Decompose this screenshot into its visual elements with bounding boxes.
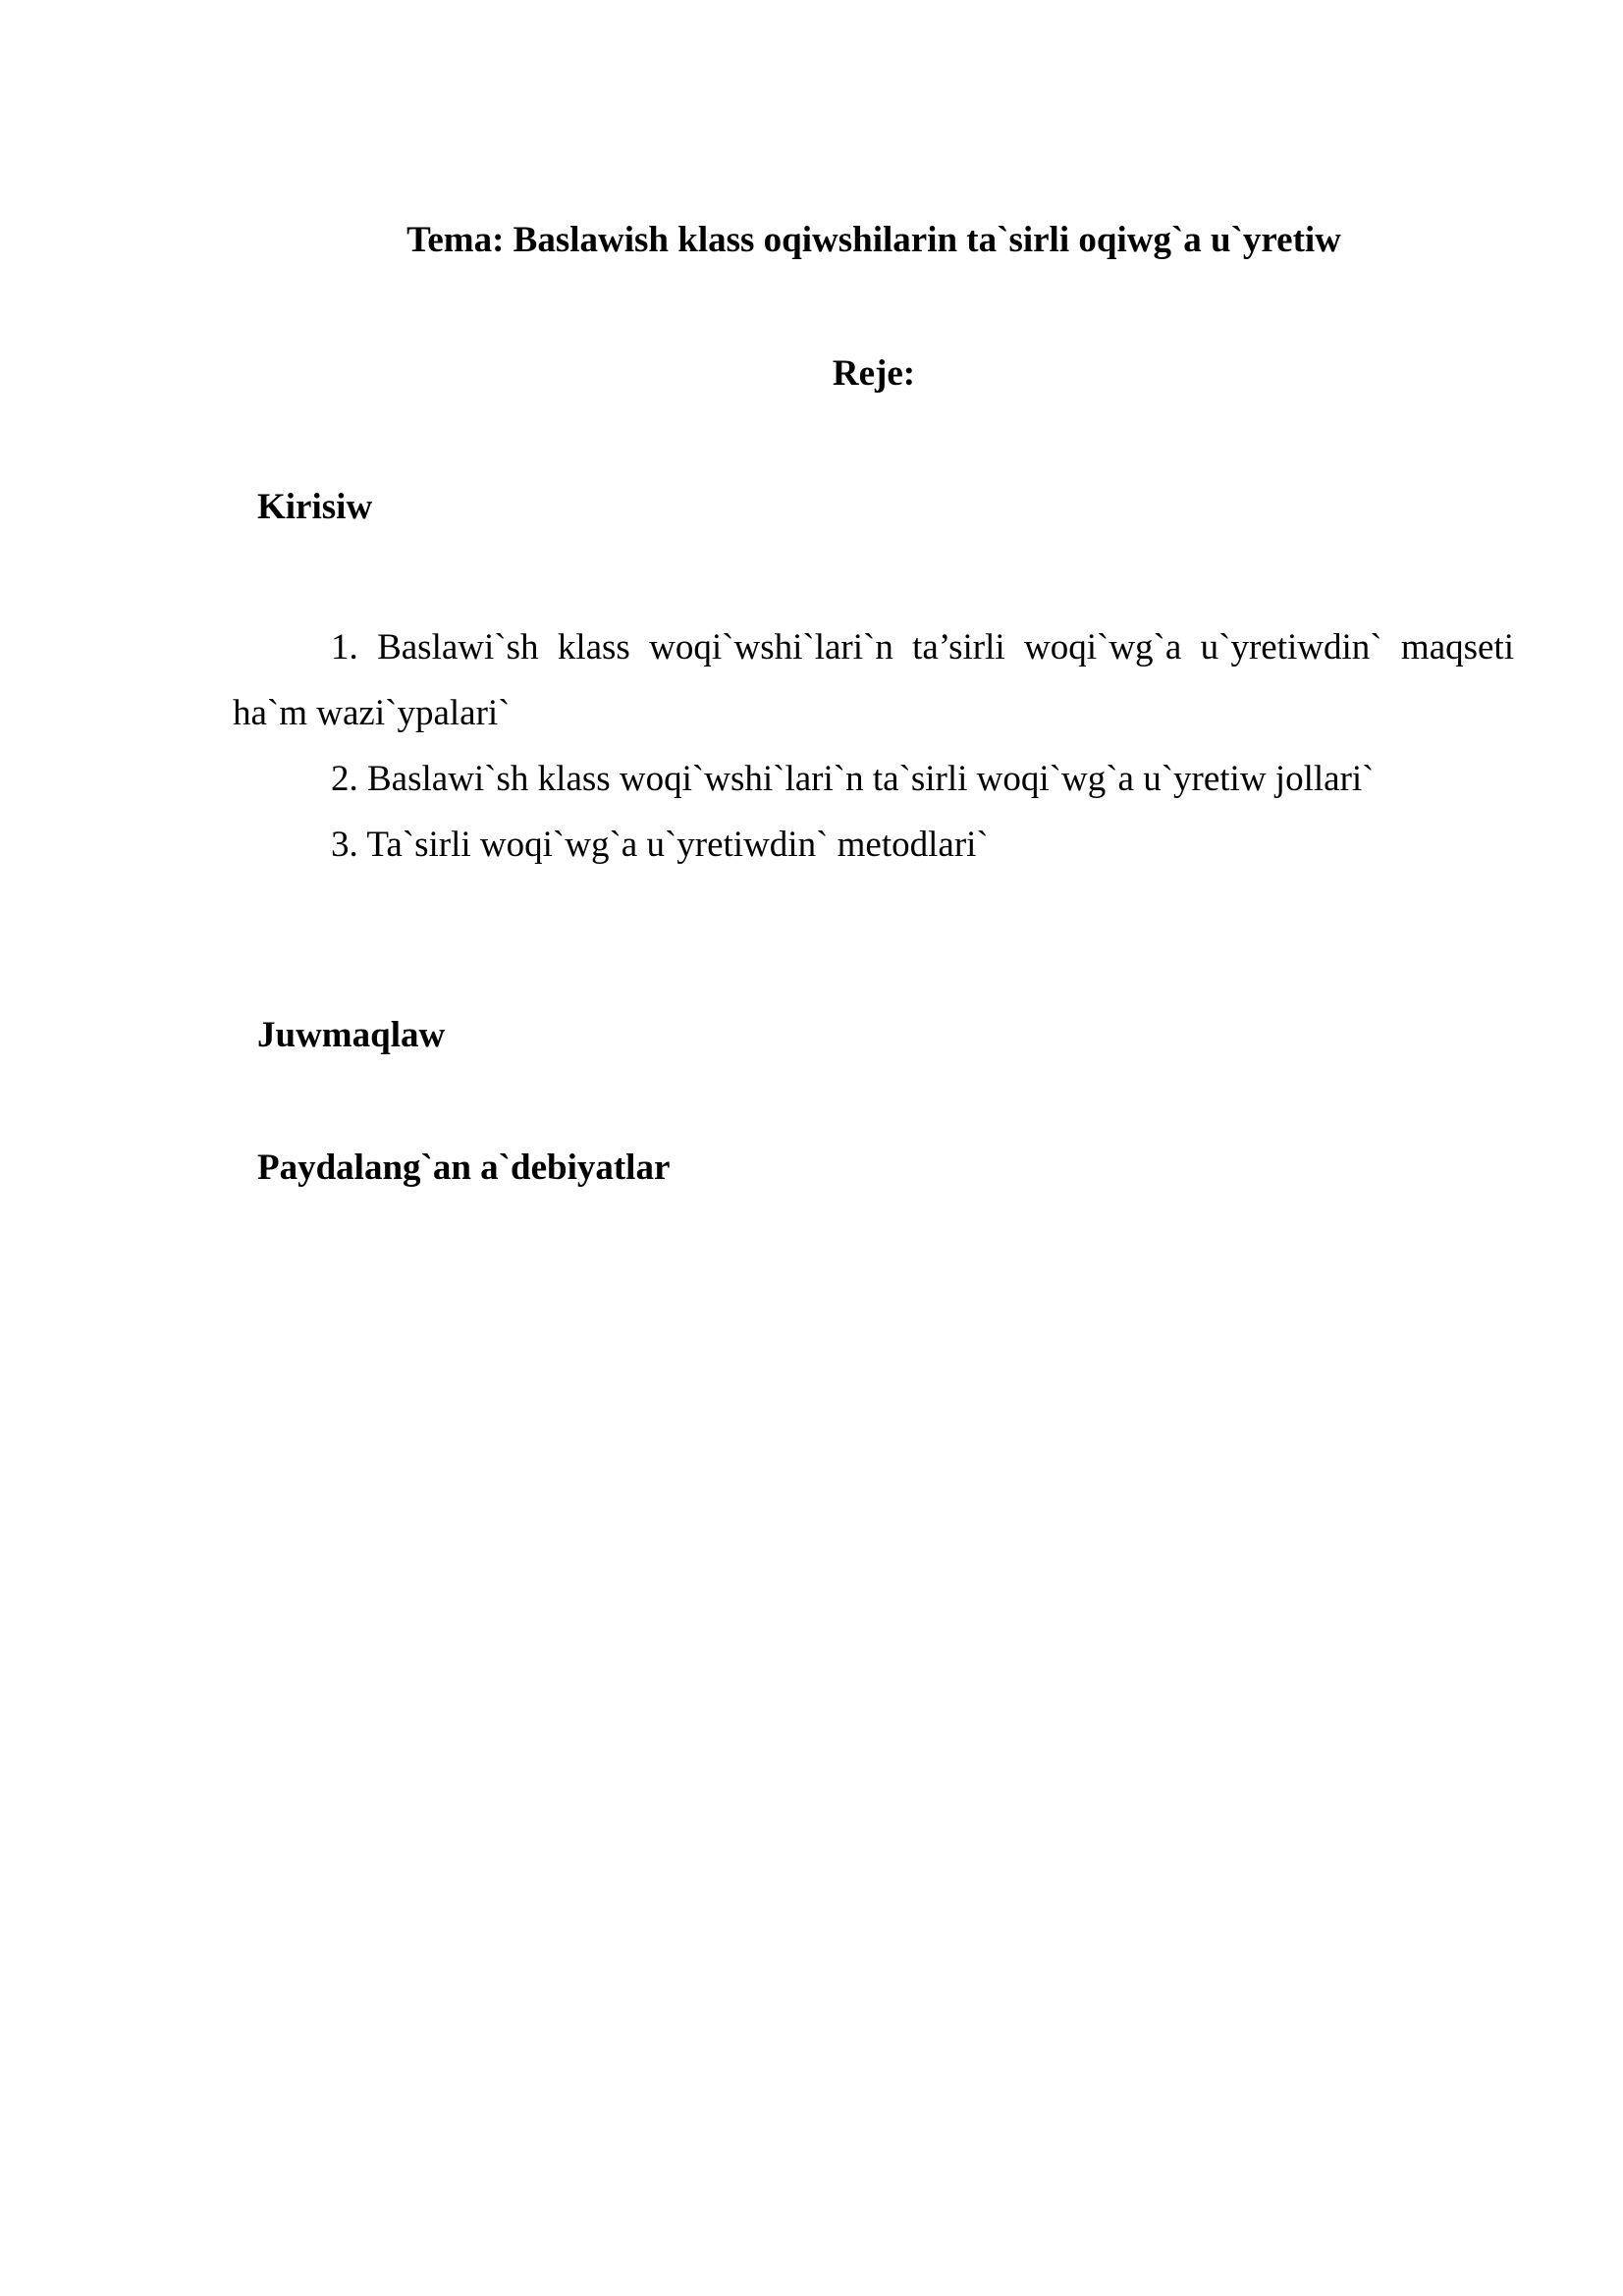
conclusion-heading: Juwmaqlaw bbox=[257, 1015, 446, 1055]
intro-heading: Kirisiw bbox=[257, 487, 373, 527]
references-heading: Paydalang`an a`debiyatlar bbox=[257, 1148, 671, 1188]
plan-item-number: 2. bbox=[331, 759, 358, 799]
document-title: Tema: Baslawish klass oqiwshilarin ta`sirli oqiwg`a u`yretiw bbox=[406, 220, 1341, 260]
plan-item-number: 3. bbox=[331, 825, 358, 865]
plan-heading: Reje: bbox=[832, 353, 916, 394]
plan-item-text: Ta`sirli woqi`wg`a u`yretiwdin` metodlari` bbox=[366, 825, 989, 865]
plan-item bbox=[233, 746, 1514, 812]
plan-list bbox=[233, 614, 1514, 878]
plan-item bbox=[233, 614, 1514, 746]
plan-item-text: Baslawi`sh klass woqi`wshi`lari`n ta`sirli woqi`wg`a u`yretiw jollari` bbox=[367, 759, 1375, 799]
plan-item-text: Baslawi`sh klass woqi`wshi`lari`n ta’sirli woqi`wg`a u`yretiwdin` maqseti ha`m wazi`ypalari` bbox=[233, 627, 1514, 733]
plan-item bbox=[233, 812, 1514, 878]
plan-item-number: 1. bbox=[331, 627, 358, 667]
